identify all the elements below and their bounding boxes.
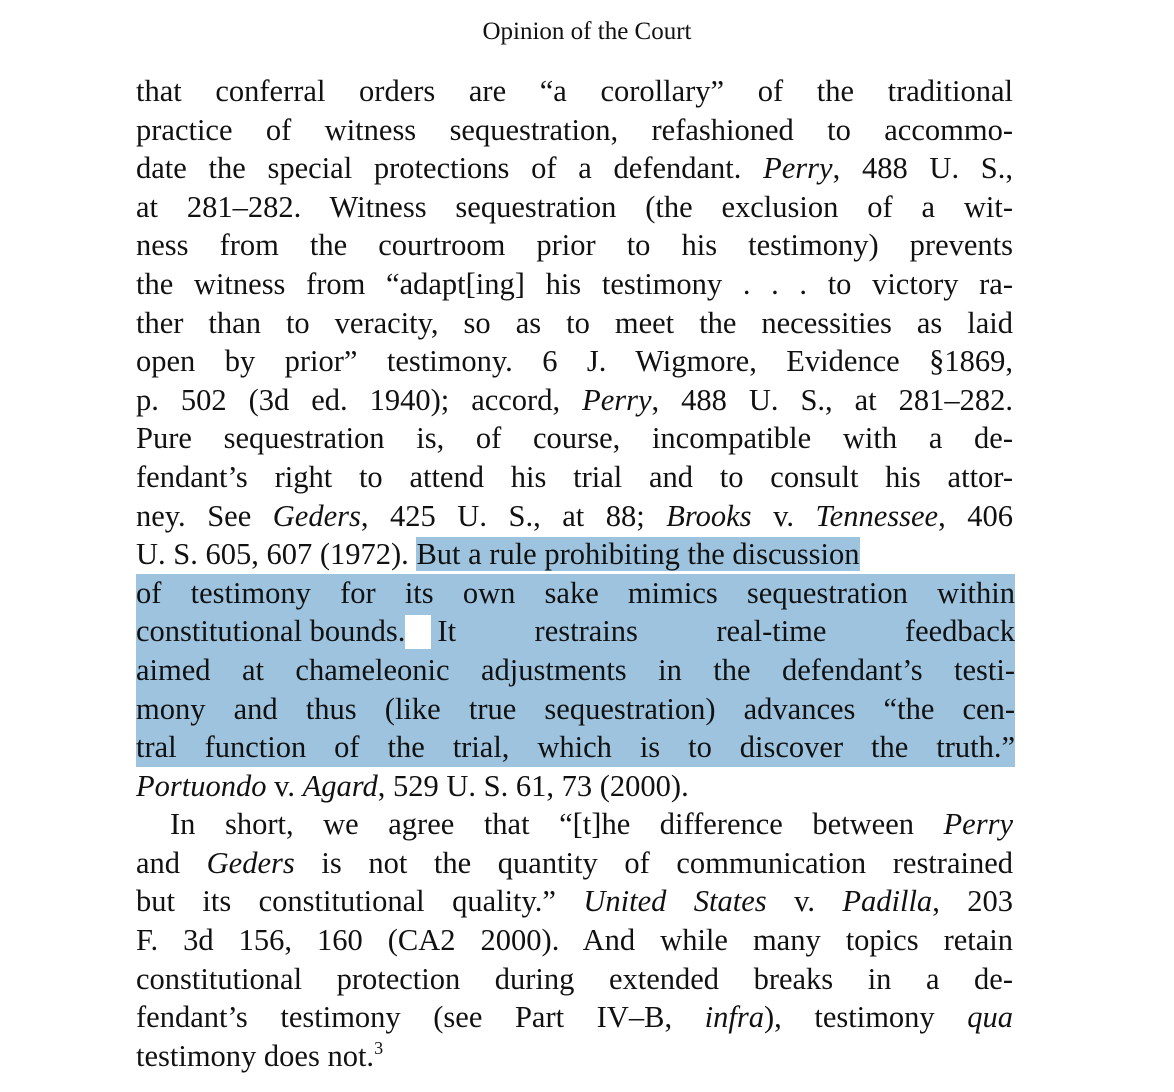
case-name: United States bbox=[583, 884, 767, 919]
text-selection-highlight[interactable]: aimed at chameleonic adjustments in the defendant’s testi- bbox=[136, 651, 1015, 690]
text-line: date the special protections of a defendant. Perry, 488 U. S., bbox=[136, 151, 1013, 186]
case-name: Geders bbox=[206, 845, 295, 880]
emphasis: qua bbox=[967, 1000, 1014, 1035]
text-line: open by prior” testimony. 6 J. Wigmore, Evidence §1869, bbox=[136, 344, 1013, 379]
text-line: and Geders is not the quantity of communication restrained bbox=[136, 845, 1013, 880]
running-header: Opinion of the Court bbox=[482, 18, 692, 45]
text-line: p. 502 (3d ed. 1940); accord, Perry, 488 U. S., at 281–282. bbox=[136, 382, 1014, 417]
case-name: Perry bbox=[943, 807, 1013, 842]
case-name: Agard bbox=[302, 768, 378, 803]
text-line: constitutional protection during extended breaks in a de- bbox=[136, 961, 1013, 996]
text-line: Pure sequestration is, of course, incompatible with a de- bbox=[136, 421, 1013, 456]
case-name: Tennessee bbox=[815, 498, 939, 533]
opinion-text bbox=[136, 72, 1013, 1075]
case-name: Geders bbox=[272, 498, 361, 533]
case-name: Brooks bbox=[666, 498, 752, 533]
text-line: at 281–282. Witness sequestration (the exclusion of a wit- bbox=[136, 189, 1013, 224]
case-name: Perry bbox=[763, 151, 833, 186]
selection-gap bbox=[405, 615, 431, 649]
text-line: but its constitutional quality.” United States v. Padilla, 203 bbox=[136, 884, 1013, 919]
emphasis: infra bbox=[704, 1000, 764, 1035]
text-line: U. S. 605, 607 (1972). But a rule prohibiting the discussion bbox=[136, 537, 860, 572]
text-line: fendant’s testimony (see Part IV–B, infra), testimony qua bbox=[136, 1000, 1014, 1035]
text-line: In short, we agree that “[t]he difference between Perry bbox=[170, 807, 1013, 842]
text-line: ness from the courtroom prior to his testimony) prevents bbox=[136, 228, 1013, 263]
text-selection-highlight[interactable]: mony and thus (like true sequestration) advances “the cen- bbox=[136, 690, 1015, 729]
text-line: ther than to veracity, so as to meet the necessities as laid bbox=[136, 305, 1013, 340]
text-line: F. 3d 156, 160 (CA2 2000). And while many topics retain bbox=[136, 923, 1013, 958]
text-line: that conferral orders are “a corollary” of the traditional bbox=[136, 74, 1013, 108]
text-line: practice of witness sequestration, refashioned to accommo- bbox=[136, 112, 1013, 147]
text-selection-highlight[interactable]: constitutional bounds. It restrains real-time feedback bbox=[136, 612, 1015, 651]
case-name: Perry bbox=[582, 382, 652, 417]
text-line: Portuondo v. Agard, 529 U. S. 61, 73 (2000). bbox=[136, 768, 689, 803]
text-line: fendant’s right to attend his trial and to consult his attor- bbox=[136, 459, 1013, 494]
text-selection-highlight[interactable]: tral function of the trial, which is to discover the truth.” bbox=[136, 728, 1015, 767]
text-line: ney. See Geders, 425 U. S., at 88; Brooks v. Tennessee, 406 bbox=[136, 498, 1013, 533]
case-name: Padilla bbox=[842, 884, 933, 919]
footnote-reference[interactable]: 3 bbox=[374, 1037, 384, 1058]
case-name: Portuondo bbox=[136, 768, 267, 803]
text-selection-highlight[interactable]: of testimony for its own sake mimics sequestration within bbox=[136, 574, 1015, 613]
text-selection-highlight[interactable]: But a rule prohibiting the discussion bbox=[416, 537, 860, 572]
text-line: the witness from “adapt[ing] his testimony . . . to victory ra- bbox=[136, 266, 1013, 301]
text-line: testimony does not.$^3$ bbox=[136, 1037, 384, 1073]
